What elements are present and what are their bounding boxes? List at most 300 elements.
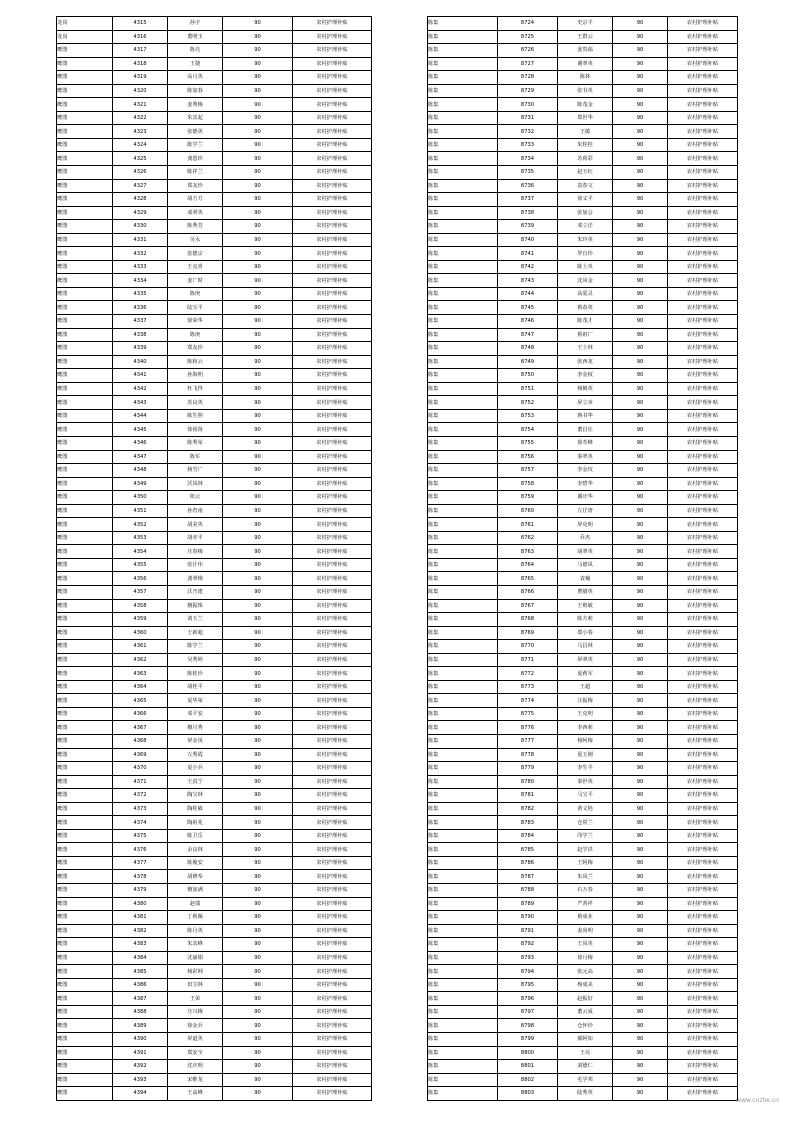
cell-name: 杜飞得 — [168, 382, 223, 396]
cell-name: 孙宇 — [168, 17, 223, 31]
watermark: www.cnzhe.cn — [736, 1097, 779, 1104]
cell-number: 4381 — [113, 911, 168, 925]
cell-name: 李生平 — [558, 762, 613, 776]
cell-subsidy-type: 农村护理补贴 — [668, 179, 738, 193]
cell-amount: 90 — [613, 707, 668, 721]
cell-number: 8760 — [498, 504, 558, 518]
table-row — [57, 382, 372, 396]
cell-town: 鹰图 — [57, 315, 113, 329]
cell-amount: 90 — [613, 125, 668, 139]
cell-name: 朱凤兰 — [558, 870, 613, 884]
cell-number: 4375 — [113, 829, 168, 843]
cell-subsidy-type: 农村护理补贴 — [293, 518, 372, 532]
cell-subsidy-type: 农村护理补贴 — [293, 870, 372, 884]
table-row — [428, 585, 738, 599]
cell-number: 4390 — [113, 1033, 168, 1047]
cell-amount: 90 — [223, 775, 293, 789]
cell-name: 宋维龙 — [168, 1073, 223, 1087]
cell-number: 8749 — [498, 355, 558, 369]
table-row — [57, 111, 372, 125]
cell-amount: 90 — [613, 518, 668, 532]
cell-town: 鹰图 — [57, 694, 113, 708]
cell-amount: 90 — [613, 626, 668, 640]
cell-name: 陈秀荣 — [168, 436, 223, 450]
cell-name: 朱玲英 — [558, 233, 613, 247]
cell-town: 陈集 — [428, 1073, 498, 1087]
cell-name: 马昌林 — [558, 640, 613, 654]
subsidy-table-right — [427, 16, 738, 1101]
cell-number: 8733 — [498, 138, 558, 152]
cell-amount: 90 — [613, 1005, 668, 1019]
cell-town: 鹰图 — [57, 328, 113, 342]
cell-name: 杨彩网 — [168, 965, 223, 979]
cell-number: 4362 — [113, 653, 168, 667]
table-row — [57, 545, 372, 559]
cell-name: 陈俊安 — [168, 856, 223, 870]
cell-name: 陆宝平 — [168, 301, 223, 315]
cell-town: 鹰图 — [57, 748, 113, 762]
cell-amount: 90 — [223, 464, 293, 478]
table-row — [57, 884, 372, 898]
cell-town: 鹰图 — [57, 98, 113, 112]
cell-name: 陶宝林 — [168, 789, 223, 803]
cell-town: 鹰图 — [57, 613, 113, 627]
cell-name: 严善祥 — [558, 897, 613, 911]
table-row — [57, 707, 372, 721]
cell-town: 鹰图 — [57, 884, 113, 898]
cell-subsidy-type: 农村护理补贴 — [293, 247, 372, 261]
table-row — [428, 450, 738, 464]
cell-name: 黄文艳 — [558, 802, 613, 816]
cell-number: 4324 — [113, 138, 168, 152]
table-row — [57, 585, 372, 599]
cell-name: 陈学兰 — [168, 640, 223, 654]
cell-town: 陈集 — [428, 843, 498, 857]
cell-town: 鹰图 — [57, 382, 113, 396]
cell-town: 鹰图 — [57, 626, 113, 640]
cell-name: 成翠英 — [168, 206, 223, 220]
cell-town: 陈集 — [428, 856, 498, 870]
cell-amount: 90 — [613, 342, 668, 356]
cell-amount: 90 — [223, 220, 293, 234]
cell-number: 8753 — [498, 409, 558, 423]
table-row — [57, 247, 372, 261]
cell-amount: 90 — [223, 667, 293, 681]
table-row — [57, 233, 372, 247]
cell-number: 4323 — [113, 125, 168, 139]
cell-name: 郑世华 — [558, 111, 613, 125]
table-row — [428, 721, 738, 735]
cell-number: 8776 — [498, 721, 558, 735]
cell-name: 姜贵福 — [558, 44, 613, 58]
table-row — [57, 179, 372, 193]
cell-number: 4340 — [113, 355, 168, 369]
cell-amount: 90 — [223, 328, 293, 342]
cell-number: 4393 — [113, 1073, 168, 1087]
cell-subsidy-type: 农村护理补贴 — [293, 599, 372, 613]
cell-town: 鹰图 — [57, 829, 113, 843]
cell-subsidy-type: 农村护理补贴 — [668, 1019, 738, 1033]
cell-subsidy-type: 农村护理补贴 — [668, 545, 738, 559]
cell-name: 孙海明 — [168, 369, 223, 383]
cell-town: 陈集 — [428, 57, 498, 71]
cell-subsidy-type: 农村护理补贴 — [293, 315, 372, 329]
cell-subsidy-type: 农村护理补贴 — [293, 653, 372, 667]
cell-amount: 90 — [613, 247, 668, 261]
cell-number: 4394 — [113, 1087, 168, 1101]
table-row — [428, 315, 738, 329]
cell-amount: 90 — [223, 436, 293, 450]
cell-town: 鹰图 — [57, 1060, 113, 1074]
cell-subsidy-type: 农村护理补贴 — [293, 1073, 372, 1087]
cell-name: 陶桂敏 — [168, 802, 223, 816]
cell-number: 4350 — [113, 491, 168, 505]
cell-town: 陈集 — [428, 1019, 498, 1033]
cell-subsidy-type: 农村护理补贴 — [293, 274, 372, 288]
table-row — [428, 558, 738, 572]
cell-town: 陈集 — [428, 1060, 498, 1074]
table-row — [428, 1019, 738, 1033]
cell-town: 陈集 — [428, 558, 498, 572]
cell-name: 曹腊英 — [558, 585, 613, 599]
cell-subsidy-type: 农村护理补贴 — [293, 748, 372, 762]
cell-number: 8790 — [498, 911, 558, 925]
cell-name: 蔡春英 — [558, 301, 613, 315]
cell-number: 4354 — [113, 545, 168, 559]
cell-town: 陈集 — [428, 44, 498, 58]
cell-subsidy-type: 农村护理补贴 — [293, 626, 372, 640]
table-row — [428, 884, 738, 898]
cell-town: 鹰图 — [57, 951, 113, 965]
cell-town: 鹰图 — [57, 71, 113, 85]
cell-amount: 90 — [223, 1033, 293, 1047]
cell-town: 陈集 — [428, 179, 498, 193]
table-row — [57, 1060, 372, 1074]
cell-subsidy-type: 农村护理补贴 — [668, 464, 738, 478]
cell-town: 鹰图 — [57, 762, 113, 776]
cell-amount: 90 — [613, 829, 668, 843]
cell-number: 8774 — [498, 694, 558, 708]
cell-subsidy-type: 农村护理补贴 — [293, 938, 372, 952]
cell-number: 8773 — [498, 680, 558, 694]
table-row — [57, 1033, 372, 1047]
cell-town: 陈集 — [428, 599, 498, 613]
cell-subsidy-type: 农村护理补贴 — [293, 911, 372, 925]
cell-subsidy-type: 农村护理补贴 — [668, 1046, 738, 1060]
cell-town: 陈集 — [428, 802, 498, 816]
cell-town: 鹰图 — [57, 789, 113, 803]
cell-amount: 90 — [613, 1046, 668, 1060]
cell-subsidy-type: 农村护理补贴 — [293, 111, 372, 125]
cell-subsidy-type: 农村护理补贴 — [668, 166, 738, 180]
cell-subsidy-type: 农村护理补贴 — [293, 233, 372, 247]
cell-number: 4355 — [113, 558, 168, 572]
cell-town: 陈集 — [428, 789, 498, 803]
cell-name: 屏立章 — [558, 396, 613, 410]
cell-subsidy-type: 农村护理补贴 — [293, 545, 372, 559]
cell-amount: 90 — [613, 233, 668, 247]
cell-number: 8791 — [498, 924, 558, 938]
table-row — [428, 30, 738, 44]
cell-amount: 90 — [613, 98, 668, 112]
cell-name: 张元高 — [558, 965, 613, 979]
cell-number: 8775 — [498, 707, 558, 721]
cell-number: 8763 — [498, 545, 558, 559]
cell-amount: 90 — [613, 911, 668, 925]
cell-amount: 90 — [223, 734, 293, 748]
cell-name: 罗自珍 — [558, 247, 613, 261]
cell-amount: 90 — [613, 1087, 668, 1101]
cell-town: 鹰图 — [57, 301, 113, 315]
cell-number: 8787 — [498, 870, 558, 884]
cell-name: 吴秀婷 — [168, 653, 223, 667]
cell-name: 杨成美 — [558, 978, 613, 992]
table-row — [428, 369, 738, 383]
cell-name: 史宗平 — [558, 17, 613, 31]
cell-name: 刘德仁 — [558, 1060, 613, 1074]
cell-town: 陈集 — [428, 274, 498, 288]
table-row — [428, 762, 738, 776]
table-row — [428, 423, 738, 437]
cell-amount: 90 — [223, 911, 293, 925]
table-row — [57, 802, 372, 816]
cell-subsidy-type: 农村护理补贴 — [293, 98, 372, 112]
table-row — [57, 30, 372, 44]
cell-subsidy-type: 农村护理补贴 — [668, 30, 738, 44]
cell-subsidy-type: 农村护理补贴 — [293, 924, 372, 938]
cell-town: 鹰图 — [57, 247, 113, 261]
cell-subsidy-type: 农村护理补贴 — [668, 436, 738, 450]
cell-town: 鹰图 — [57, 545, 113, 559]
cell-number: 8785 — [498, 843, 558, 857]
cell-number: 8779 — [498, 762, 558, 776]
table-row — [57, 125, 372, 139]
cell-town: 陈集 — [428, 721, 498, 735]
cell-name: 陈生照 — [168, 409, 223, 423]
cell-town: 鹰图 — [57, 992, 113, 1006]
cell-name: 张西龙 — [558, 355, 613, 369]
cell-town: 鹰图 — [57, 369, 113, 383]
cell-number: 8765 — [498, 572, 558, 586]
cell-town: 陈集 — [428, 640, 498, 654]
cell-town: 鹰图 — [57, 1033, 113, 1047]
cell-amount: 90 — [223, 558, 293, 572]
cell-number: 8747 — [498, 328, 558, 342]
table-row — [428, 870, 738, 884]
cell-town: 鹰图 — [57, 84, 113, 98]
cell-amount: 90 — [223, 179, 293, 193]
cell-town: 陈集 — [428, 951, 498, 965]
cell-subsidy-type: 农村护理补贴 — [668, 247, 738, 261]
cell-subsidy-type: 农村护理补贴 — [668, 491, 738, 505]
cell-subsidy-type: 农村护理补贴 — [668, 965, 738, 979]
cell-amount: 90 — [613, 301, 668, 315]
cell-number: 8725 — [498, 30, 558, 44]
cell-number: 4344 — [113, 409, 168, 423]
table-row — [428, 518, 738, 532]
cell-number: 4337 — [113, 315, 168, 329]
cell-name: 陶祖兆 — [168, 816, 223, 830]
cell-name: 苏良英 — [168, 396, 223, 410]
cell-amount: 90 — [613, 667, 668, 681]
cell-subsidy-type: 农村护理补贴 — [668, 626, 738, 640]
table-row — [57, 98, 372, 112]
cell-amount: 90 — [223, 382, 293, 396]
cell-town: 龙岗 — [57, 17, 113, 31]
cell-number: 8745 — [498, 301, 558, 315]
cell-amount: 90 — [223, 585, 293, 599]
cell-town: 鹰图 — [57, 464, 113, 478]
cell-amount: 90 — [223, 247, 293, 261]
table-row — [57, 369, 372, 383]
cell-subsidy-type: 农村护理补贴 — [668, 911, 738, 925]
cell-town: 陈集 — [428, 965, 498, 979]
cell-subsidy-type: 农村护理补贴 — [293, 992, 372, 1006]
cell-subsidy-type: 农村护理补贴 — [668, 138, 738, 152]
table-row — [428, 301, 738, 315]
cell-amount: 90 — [223, 1073, 293, 1087]
table-row — [428, 355, 738, 369]
table-row — [428, 911, 738, 925]
cell-town: 陈集 — [428, 884, 498, 898]
cell-amount: 90 — [613, 640, 668, 654]
cell-town: 陈集 — [428, 84, 498, 98]
cell-subsidy-type: 农村护理补贴 — [293, 1087, 372, 1101]
cell-number: 4361 — [113, 640, 168, 654]
cell-number: 4319 — [113, 71, 168, 85]
cell-town: 鹰图 — [57, 477, 113, 491]
cell-name: 赵振好 — [558, 992, 613, 1006]
cell-name: 姜秀梅 — [168, 98, 223, 112]
cell-town: 陈集 — [428, 734, 498, 748]
table-row — [57, 613, 372, 627]
cell-amount: 90 — [223, 396, 293, 410]
cell-number: 4343 — [113, 396, 168, 410]
cell-town: 鹰图 — [57, 193, 113, 207]
cell-name: 檀加满 — [168, 884, 223, 898]
cell-name: 徐义平 — [558, 193, 613, 207]
table-row — [428, 789, 738, 803]
table-row — [428, 775, 738, 789]
cell-subsidy-type: 农村护理补贴 — [668, 111, 738, 125]
cell-number: 8755 — [498, 436, 558, 450]
cell-town: 鹰图 — [57, 802, 113, 816]
cell-name: 张计伟 — [168, 558, 223, 572]
cell-amount: 90 — [613, 355, 668, 369]
cell-name: 蔡成业 — [558, 911, 613, 925]
cell-name: 沈丽娟 — [168, 951, 223, 965]
cell-name: 朱桂桂 — [558, 138, 613, 152]
cell-name: 陈军 — [168, 450, 223, 464]
cell-subsidy-type: 农村护理补贴 — [293, 504, 372, 518]
cell-subsidy-type: 农村护理补贴 — [668, 884, 738, 898]
cell-name: 高月英 — [168, 71, 223, 85]
cell-town: 陈集 — [428, 775, 498, 789]
cell-town: 鹰图 — [57, 152, 113, 166]
cell-subsidy-type: 农村护理补贴 — [293, 1019, 372, 1033]
cell-town: 陈集 — [428, 694, 498, 708]
cell-subsidy-type: 农村护理补贴 — [668, 287, 738, 301]
cell-subsidy-type: 农村护理补贴 — [293, 572, 372, 586]
cell-amount: 90 — [613, 179, 668, 193]
cell-name: 仓常兰 — [558, 816, 613, 830]
cell-subsidy-type: 农村护理补贴 — [668, 301, 738, 315]
cell-amount: 90 — [223, 762, 293, 776]
cell-amount: 90 — [223, 626, 293, 640]
cell-number: 4329 — [113, 206, 168, 220]
cell-name: 仓怀珍 — [558, 1019, 613, 1033]
table-row — [57, 342, 372, 356]
cell-amount: 90 — [613, 436, 668, 450]
cell-subsidy-type: 农村护理补贴 — [668, 152, 738, 166]
cell-number: 8780 — [498, 775, 558, 789]
cell-name: 赵玉红 — [558, 166, 613, 180]
cell-amount: 90 — [223, 680, 293, 694]
cell-amount: 90 — [223, 721, 293, 735]
table-row — [57, 274, 372, 288]
cell-name: 王新超 — [168, 626, 223, 640]
cell-name: 夏莉军 — [558, 667, 613, 681]
cell-subsidy-type: 农村护理补贴 — [293, 477, 372, 491]
cell-subsidy-type: 农村护理补贴 — [668, 816, 738, 830]
cell-town: 陈集 — [428, 572, 498, 586]
cell-amount: 90 — [223, 17, 293, 31]
cell-name: 王荣 — [168, 992, 223, 1006]
table-row — [57, 355, 372, 369]
cell-name: 屏金凤 — [168, 734, 223, 748]
cell-amount: 90 — [223, 138, 293, 152]
cell-town: 陈集 — [428, 138, 498, 152]
table-row — [57, 193, 372, 207]
table-row — [57, 287, 372, 301]
cell-number: 4370 — [113, 762, 168, 776]
table-row — [428, 491, 738, 505]
table-row — [428, 924, 738, 938]
cell-number: 8734 — [498, 152, 558, 166]
cell-amount: 90 — [613, 220, 668, 234]
cell-name: 张德宗 — [168, 247, 223, 261]
cell-name: 马宝平 — [558, 789, 613, 803]
cell-subsidy-type: 农村护理补贴 — [293, 585, 372, 599]
cell-number: 4335 — [113, 287, 168, 301]
cell-subsidy-type: 农村护理补贴 — [293, 71, 372, 85]
cell-amount: 90 — [223, 856, 293, 870]
cell-amount: 90 — [613, 152, 668, 166]
cell-subsidy-type: 农村护理补贴 — [668, 951, 738, 965]
table-row — [428, 1087, 738, 1101]
cell-number: 8737 — [498, 193, 558, 207]
table-row — [57, 436, 372, 450]
cell-amount: 90 — [223, 206, 293, 220]
cell-subsidy-type: 农村护理补贴 — [668, 897, 738, 911]
cell-number: 8782 — [498, 802, 558, 816]
cell-town: 鹰图 — [57, 206, 113, 220]
cell-number: 4359 — [113, 613, 168, 627]
cell-amount: 90 — [613, 613, 668, 627]
table-row — [428, 599, 738, 613]
table-row — [57, 17, 372, 31]
cell-amount: 90 — [223, 924, 293, 938]
table-row — [57, 911, 372, 925]
cell-subsidy-type: 农村护理补贴 — [668, 667, 738, 681]
cell-town: 陈集 — [428, 585, 498, 599]
cell-subsidy-type: 农村护理补贴 — [293, 464, 372, 478]
cell-subsidy-type: 农村护理补贴 — [293, 775, 372, 789]
cell-number: 4339 — [113, 342, 168, 356]
cell-town: 鹰图 — [57, 680, 113, 694]
cell-subsidy-type: 农村护理补贴 — [668, 640, 738, 654]
cell-town: 陈集 — [428, 667, 498, 681]
